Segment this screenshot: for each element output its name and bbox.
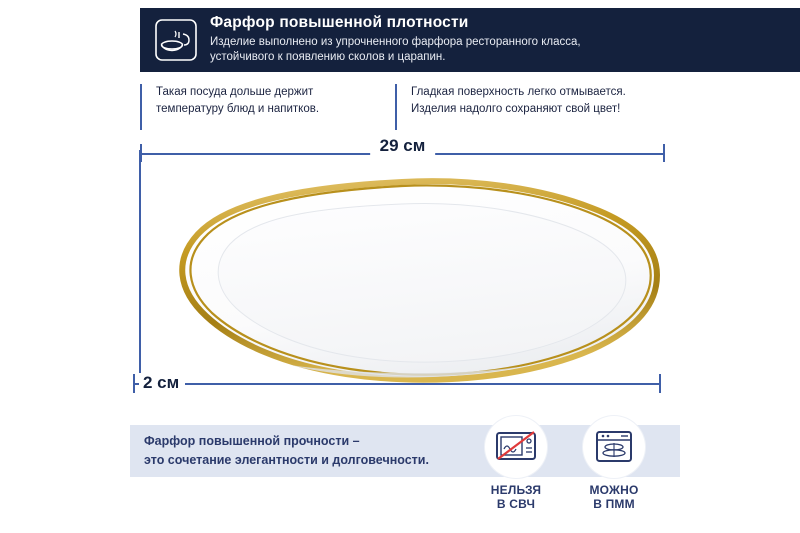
header-text-block xyxy=(210,14,581,65)
badge-dishwasher-label-line2: В ПММ xyxy=(593,496,635,511)
temperature-feature-line1: Такая посуда дольше держит xyxy=(156,86,314,98)
width-dimension-label: 29 см xyxy=(370,136,436,156)
badge-microwave-forbidden xyxy=(480,416,552,526)
footer-line2: это сочетание элегантности и долговечности. xyxy=(144,453,429,467)
badge-dishwasher-label-line1: МОЖНО xyxy=(589,483,639,497)
header-description-line1: Изделие выполнено из упрочненного фарфора ресторанного класса, xyxy=(210,35,581,48)
feature-columns xyxy=(140,84,800,130)
temperature-feature xyxy=(140,84,395,130)
badge-microwave-label-line2: В СВЧ xyxy=(496,496,536,511)
height-dimension-line xyxy=(133,383,661,385)
dishwasher-allowed-icon xyxy=(583,416,645,478)
oval-plate-with-gold-rim xyxy=(140,160,680,390)
badge-dishwasher-allowed xyxy=(578,416,650,526)
header-description-line2: устойчивого к появлению сколов и царапин. xyxy=(210,51,446,64)
height-dimension-cap-right xyxy=(659,374,661,393)
badge-microwave-label-line1: НЕЛЬЗЯ xyxy=(490,483,542,497)
surface-feature xyxy=(395,84,800,130)
care-badges xyxy=(480,416,680,526)
width-dimension xyxy=(140,136,665,160)
footer-text-block xyxy=(144,432,429,470)
height-dimension-cap-left xyxy=(133,374,135,393)
height-dimension xyxy=(133,372,661,396)
footer-bar xyxy=(130,425,470,477)
badge-dishwasher-label xyxy=(578,484,650,512)
header-banner xyxy=(140,8,800,72)
surface-feature-line2: Изделия надолго сохраняют свой цвет! xyxy=(411,102,621,115)
height-dimension-label: 2 см xyxy=(139,373,185,393)
microwave-forbidden-icon xyxy=(485,416,547,478)
temperature-feature-line2: температуру блюд и напитков. xyxy=(156,102,320,115)
footer-line1: Фарфор повышенной прочности – xyxy=(144,434,360,449)
page-title: Фарфор повышенной плотности xyxy=(210,14,469,32)
badge-microwave-label xyxy=(480,484,552,512)
dishware-icon xyxy=(154,18,198,62)
surface-feature-line1: Гладкая поверхность легко отмывается. xyxy=(411,86,626,98)
